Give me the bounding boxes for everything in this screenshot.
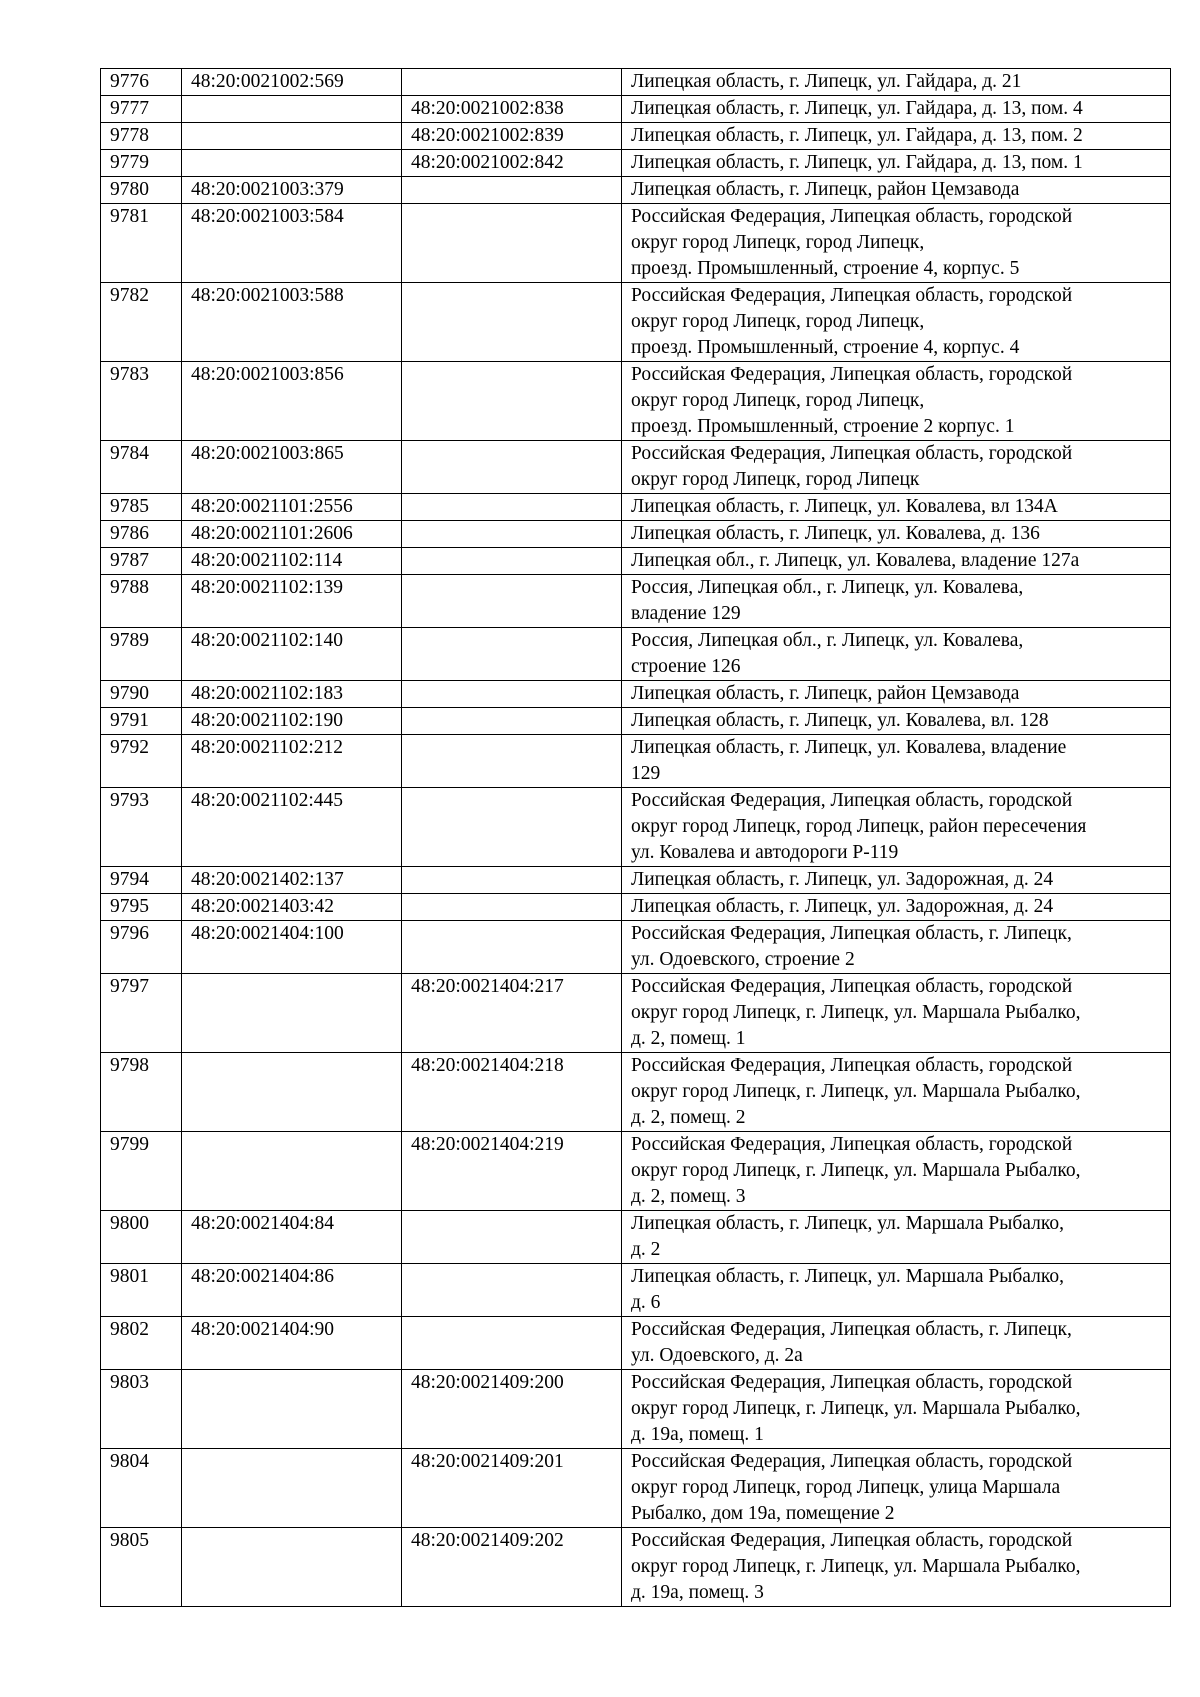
premises-cadastral-number-cell: [402, 521, 622, 548]
row-number-cell: 9803: [101, 1370, 182, 1449]
parcel-cadastral-number-cell: [182, 123, 402, 150]
row-number-cell: 9805: [101, 1528, 182, 1607]
parcel-cadastral-number-cell: 48:20:0021102:190: [182, 708, 402, 735]
parcel-cadastral-number-cell: 48:20:0021102:212: [182, 735, 402, 788]
row-number-cell: 9790: [101, 681, 182, 708]
premises-cadastral-number-cell: 48:20:0021002:838: [402, 96, 622, 123]
premises-cadastral-number-cell: 48:20:0021404:217: [402, 974, 622, 1053]
table-row: [101, 150, 1171, 177]
address-cell: Российская Федерация, Липецкая область, городской округ город Липецк, город Липецк: [622, 441, 1171, 494]
row-number-cell: 9791: [101, 708, 182, 735]
row-number-cell: 9779: [101, 150, 182, 177]
table-row: [101, 362, 1171, 441]
table-row: [101, 1449, 1171, 1528]
table-row: [101, 441, 1171, 494]
table-row: [101, 123, 1171, 150]
address-cell: Липецкая область, г. Липецк, ул. Ковалева, д. 136: [622, 521, 1171, 548]
row-number-cell: 9798: [101, 1053, 182, 1132]
table-row: [101, 788, 1171, 867]
parcel-cadastral-number-cell: [182, 974, 402, 1053]
premises-cadastral-number-cell: [402, 867, 622, 894]
table-row: [101, 628, 1171, 681]
address-cell: Российская Федерация, Липецкая область, городской округ город Липецк, город Липецк, проезд. Промышленный, строение 2 корпус. 1: [622, 362, 1171, 441]
address-cell: Россия, Липецкая обл., г. Липецк, ул. Ковалева, владение 129: [622, 575, 1171, 628]
premises-cadastral-number-cell: [402, 788, 622, 867]
row-number-cell: 9789: [101, 628, 182, 681]
address-cell: Липецкая обл., г. Липецк, ул. Ковалева, владение 127а: [622, 548, 1171, 575]
address-cell: Липецкая область, г. Липецк, район Цемзавода: [622, 681, 1171, 708]
premises-cadastral-number-cell: [402, 921, 622, 974]
address-cell: Российская Федерация, Липецкая область, г. Липецк, ул. Одоевского, д. 2а: [622, 1317, 1171, 1370]
row-number-cell: 9797: [101, 974, 182, 1053]
address-cell: Россия, Липецкая обл., г. Липецк, ул. Ковалева, строение 126: [622, 628, 1171, 681]
row-number-cell: 9793: [101, 788, 182, 867]
parcel-cadastral-number-cell: 48:20:0021102:140: [182, 628, 402, 681]
table-row: [101, 681, 1171, 708]
address-cell: Липецкая область, г. Липецк, ул. Гайдара, д. 13, пом. 2: [622, 123, 1171, 150]
parcel-cadastral-number-cell: [182, 1132, 402, 1211]
address-cell: Российская Федерация, Липецкая область, городской округ город Липецк, г. Липецк, ул. Маршала Рыбалко, д. 2, помещ. 2: [622, 1053, 1171, 1132]
parcel-cadastral-number-cell: [182, 1449, 402, 1528]
address-cell: Липецкая область, г. Липецк, ул. Гайдара, д. 21: [622, 69, 1171, 96]
table-row: [101, 867, 1171, 894]
address-cell: Российская Федерация, Липецкая область, городской округ город Липецк, г. Липецк, ул. Маршала Рыбалко, д. 2, помещ. 3: [622, 1132, 1171, 1211]
address-cell: Российская Федерация, Липецкая область, городской округ город Липецк, г. Липецк, ул. Маршала Рыбалко, д. 19а, помещ. 3: [622, 1528, 1171, 1607]
row-number-cell: 9792: [101, 735, 182, 788]
table-row: [101, 1317, 1171, 1370]
parcel-cadastral-number-cell: 48:20:0021404:90: [182, 1317, 402, 1370]
row-number-cell: 9804: [101, 1449, 182, 1528]
address-cell: Российская Федерация, Липецкая область, городской округ город Липецк, город Липецк, район пересечения ул. Ковалева и автодороги Р-119: [622, 788, 1171, 867]
premises-cadastral-number-cell: [402, 708, 622, 735]
table-row: [101, 283, 1171, 362]
premises-cadastral-number-cell: [402, 69, 622, 96]
premises-cadastral-number-cell: [402, 1264, 622, 1317]
row-number-cell: 9777: [101, 96, 182, 123]
row-number-cell: 9787: [101, 548, 182, 575]
address-cell: Российская Федерация, Липецкая область, городской округ город Липецк, город Липецк, проезд. Промышленный, строение 4, корпус. 5: [622, 204, 1171, 283]
premises-cadastral-number-cell: 48:20:0021409:202: [402, 1528, 622, 1607]
address-cell: Липецкая область, г. Липецк, ул. Ковалева, вл. 128: [622, 708, 1171, 735]
address-cell: Российская Федерация, Липецкая область, городской округ город Липецк, город Липецк, проезд. Промышленный, строение 4, корпус. 4: [622, 283, 1171, 362]
document-page: [100, 68, 1170, 1607]
address-cell: Липецкая область, г. Липецк, ул. Ковалева, вл 134А: [622, 494, 1171, 521]
premises-cadastral-number-cell: 48:20:0021404:218: [402, 1053, 622, 1132]
premises-cadastral-number-cell: 48:20:0021409:200: [402, 1370, 622, 1449]
row-number-cell: 9781: [101, 204, 182, 283]
parcel-cadastral-number-cell: 48:20:0021101:2556: [182, 494, 402, 521]
table-row: [101, 708, 1171, 735]
row-number-cell: 9782: [101, 283, 182, 362]
row-number-cell: 9776: [101, 69, 182, 96]
table-row: [101, 735, 1171, 788]
row-number-cell: 9783: [101, 362, 182, 441]
premises-cadastral-number-cell: 48:20:0021002:842: [402, 150, 622, 177]
parcel-cadastral-number-cell: 48:20:0021003:584: [182, 204, 402, 283]
parcel-cadastral-number-cell: [182, 1528, 402, 1607]
table-row: [101, 494, 1171, 521]
row-number-cell: 9780: [101, 177, 182, 204]
table-row: [101, 69, 1171, 96]
address-cell: Липецкая область, г. Липецк, ул. Ковалева, владение 129: [622, 735, 1171, 788]
table-row: [101, 1132, 1171, 1211]
parcel-cadastral-number-cell: [182, 150, 402, 177]
parcel-cadastral-number-cell: [182, 1053, 402, 1132]
parcel-cadastral-number-cell: 48:20:0021003:588: [182, 283, 402, 362]
premises-cadastral-number-cell: 48:20:0021404:219: [402, 1132, 622, 1211]
table-row: [101, 204, 1171, 283]
parcel-cadastral-number-cell: 48:20:0021404:86: [182, 1264, 402, 1317]
premises-cadastral-number-cell: [402, 283, 622, 362]
parcel-cadastral-number-cell: 48:20:0021003:379: [182, 177, 402, 204]
parcel-cadastral-number-cell: [182, 96, 402, 123]
table-row: [101, 1053, 1171, 1132]
premises-cadastral-number-cell: [402, 894, 622, 921]
premises-cadastral-number-cell: [402, 1211, 622, 1264]
parcel-cadastral-number-cell: [182, 1370, 402, 1449]
parcel-cadastral-number-cell: 48:20:0021102:445: [182, 788, 402, 867]
parcel-cadastral-number-cell: 48:20:0021003:865: [182, 441, 402, 494]
table-row: [101, 521, 1171, 548]
premises-cadastral-number-cell: 48:20:0021002:839: [402, 123, 622, 150]
premises-cadastral-number-cell: [402, 575, 622, 628]
parcel-cadastral-number-cell: 48:20:0021002:569: [182, 69, 402, 96]
row-number-cell: 9785: [101, 494, 182, 521]
premises-cadastral-number-cell: [402, 177, 622, 204]
premises-cadastral-number-cell: [402, 204, 622, 283]
row-number-cell: 9788: [101, 575, 182, 628]
parcel-cadastral-number-cell: 48:20:0021102:114: [182, 548, 402, 575]
address-cell: Российская Федерация, Липецкая область, городской округ город Липецк, город Липецк, улица Маршала Рыбалко, дом 19а, помещение 2: [622, 1449, 1171, 1528]
row-number-cell: 9801: [101, 1264, 182, 1317]
address-cell: Липецкая область, г. Липецк, ул. Задорожная, д. 24: [622, 894, 1171, 921]
registry-table-body: [101, 69, 1171, 1607]
parcel-cadastral-number-cell: 48:20:0021102:139: [182, 575, 402, 628]
table-row: [101, 548, 1171, 575]
row-number-cell: 9794: [101, 867, 182, 894]
row-number-cell: 9796: [101, 921, 182, 974]
parcel-cadastral-number-cell: 48:20:0021404:84: [182, 1211, 402, 1264]
premises-cadastral-number-cell: [402, 1317, 622, 1370]
address-cell: Липецкая область, г. Липецк, ул. Гайдара, д. 13, пом. 1: [622, 150, 1171, 177]
table-row: [101, 974, 1171, 1053]
row-number-cell: 9784: [101, 441, 182, 494]
table-row: [101, 1264, 1171, 1317]
premises-cadastral-number-cell: [402, 441, 622, 494]
parcel-cadastral-number-cell: 48:20:0021003:856: [182, 362, 402, 441]
row-number-cell: 9786: [101, 521, 182, 548]
address-cell: Липецкая область, г. Липецк, район Цемзавода: [622, 177, 1171, 204]
registry-table: [100, 68, 1171, 1607]
parcel-cadastral-number-cell: 48:20:0021404:100: [182, 921, 402, 974]
table-row: [101, 1528, 1171, 1607]
row-number-cell: 9778: [101, 123, 182, 150]
premises-cadastral-number-cell: [402, 362, 622, 441]
address-cell: Российская Федерация, Липецкая область, городской округ город Липецк, г. Липецк, ул. Маршала Рыбалко, д. 19а, помещ. 1: [622, 1370, 1171, 1449]
address-cell: Липецкая область, г. Липецк, ул. Гайдара, д. 13, пом. 4: [622, 96, 1171, 123]
parcel-cadastral-number-cell: 48:20:0021101:2606: [182, 521, 402, 548]
premises-cadastral-number-cell: [402, 681, 622, 708]
table-row: [101, 96, 1171, 123]
address-cell: Российская Федерация, Липецкая область, г. Липецк, ул. Одоевского, строение 2: [622, 921, 1171, 974]
premises-cadastral-number-cell: [402, 494, 622, 521]
row-number-cell: 9800: [101, 1211, 182, 1264]
table-row: [101, 921, 1171, 974]
table-row: [101, 1370, 1171, 1449]
parcel-cadastral-number-cell: 48:20:0021102:183: [182, 681, 402, 708]
address-cell: Липецкая область, г. Липецк, ул. Маршала Рыбалко, д. 2: [622, 1211, 1171, 1264]
table-row: [101, 177, 1171, 204]
address-cell: Липецкая область, г. Липецк, ул. Маршала Рыбалко, д. 6: [622, 1264, 1171, 1317]
premises-cadastral-number-cell: [402, 548, 622, 575]
premises-cadastral-number-cell: [402, 735, 622, 788]
table-row: [101, 1211, 1171, 1264]
table-row: [101, 894, 1171, 921]
address-cell: Липецкая область, г. Липецк, ул. Задорожная, д. 24: [622, 867, 1171, 894]
row-number-cell: 9799: [101, 1132, 182, 1211]
address-cell: Российская Федерация, Липецкая область, городской округ город Липецк, г. Липецк, ул. Маршала Рыбалко, д. 2, помещ. 1: [622, 974, 1171, 1053]
row-number-cell: 9795: [101, 894, 182, 921]
parcel-cadastral-number-cell: 48:20:0021402:137: [182, 867, 402, 894]
parcel-cadastral-number-cell: 48:20:0021403:42: [182, 894, 402, 921]
table-row: [101, 575, 1171, 628]
premises-cadastral-number-cell: [402, 628, 622, 681]
row-number-cell: 9802: [101, 1317, 182, 1370]
premises-cadastral-number-cell: 48:20:0021409:201: [402, 1449, 622, 1528]
